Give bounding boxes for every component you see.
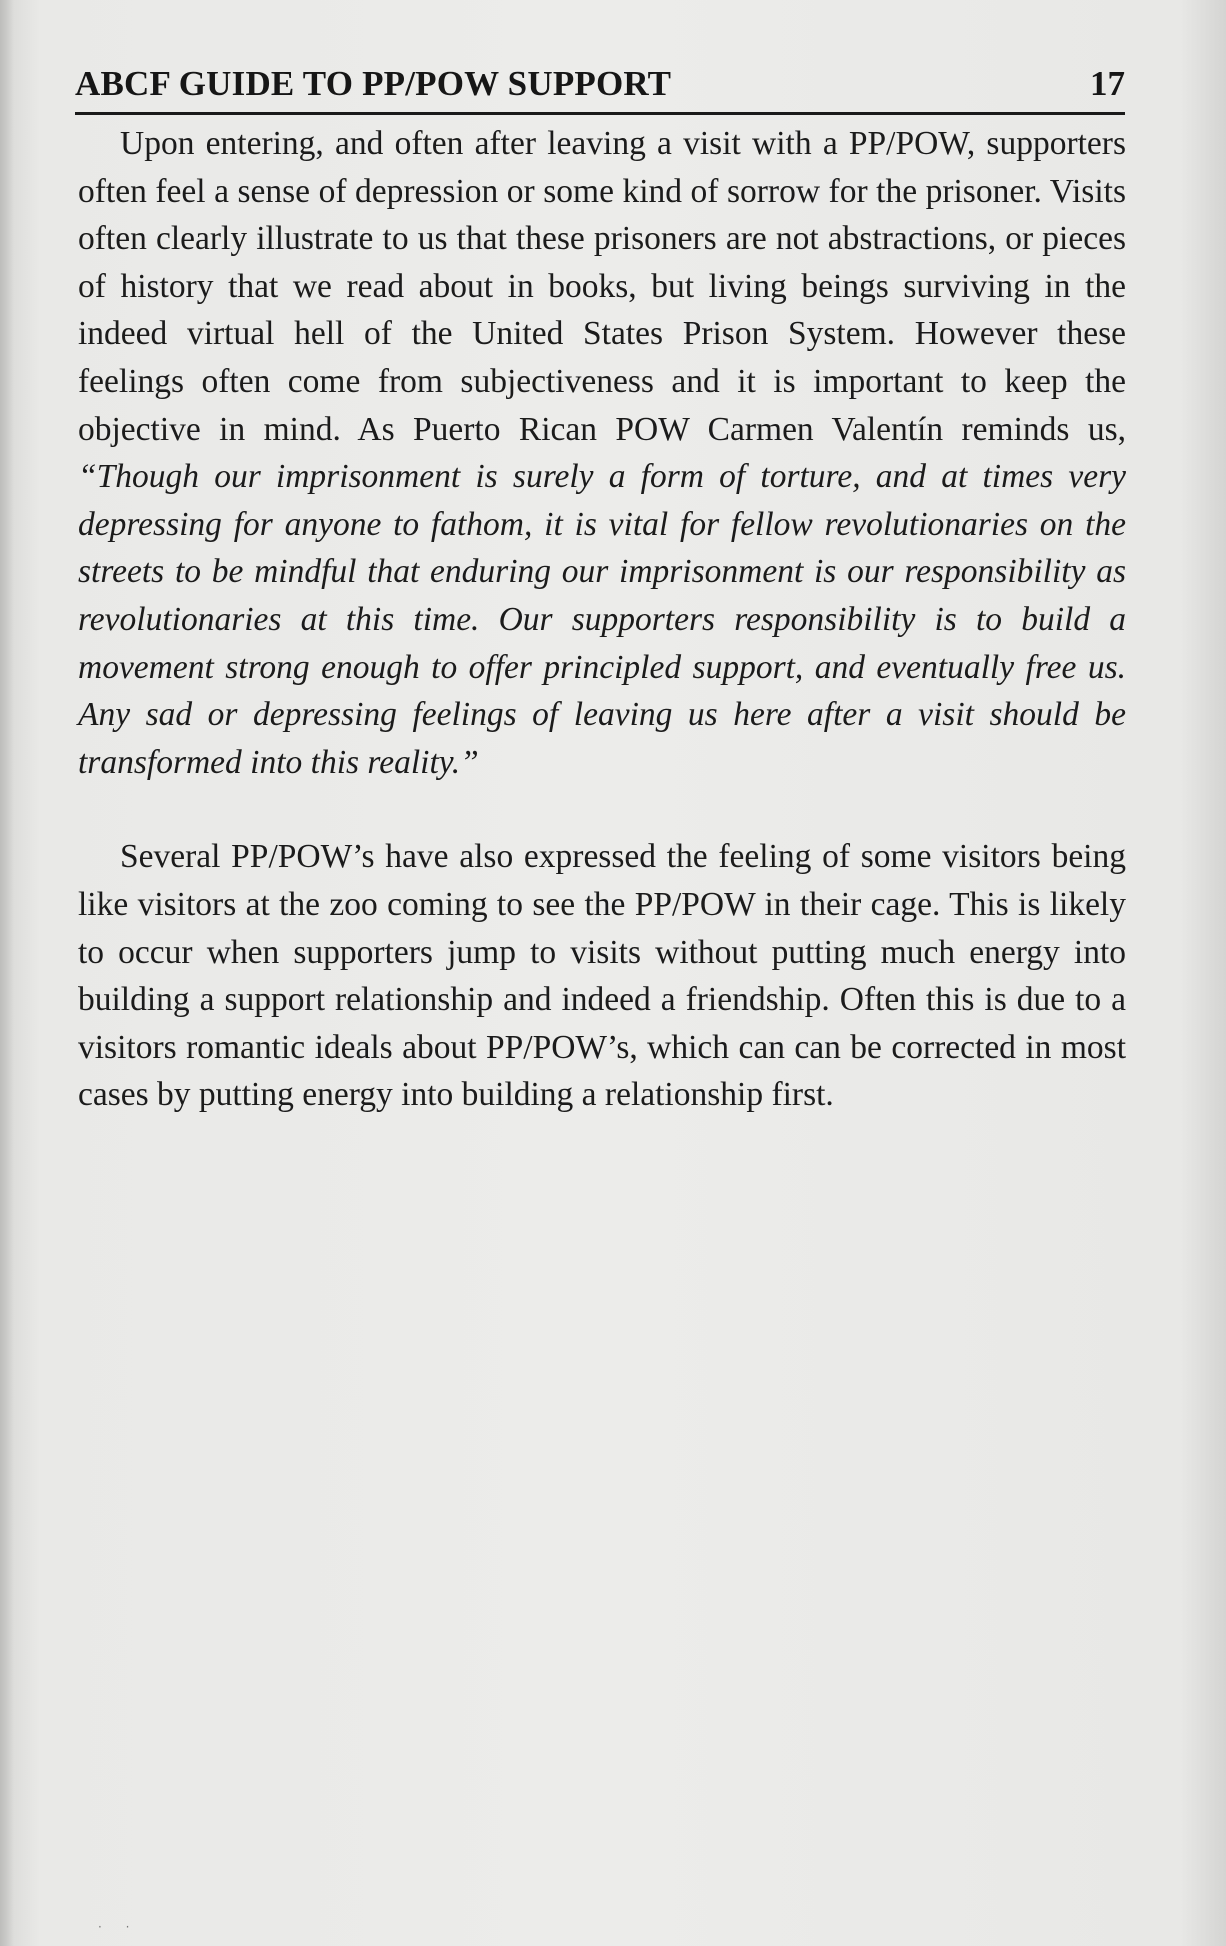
page-specks: · · — [98, 1920, 140, 1934]
paragraph-1-text: Upon entering, and often after leaving a visit with a PP/POW, supporters often feel a sense of depression or some kind of sorrow for the prisoner. Visits often clearly illustrate to us that these prisoners are not abstractions, or pieces of history that we read about in books, but living beings surviving in the indeed virtual hell of the United States Prison System. However these feelings often come from subjectiveness and it is important to keep the objective in mind. As Puerto Rican POW Carmen Valentín reminds us, — [78, 125, 1126, 448]
paragraph-2: Several PP/POW’s have also expressed the feeling of some visitors being like visitors at the zoo coming to see the PP/POW in their cage. This is likely to occur when supporters jump to visits without putting much energy into building a support relationship and indeed a friendship. Often this is due to a visitors romantic ideals about PP/POW’s, which can can be corrected in most cases by putting energy into building a relationship first. — [78, 838, 1126, 1114]
page-number: 17 — [1090, 64, 1125, 103]
running-header — [75, 62, 1125, 115]
valentin-quote: “Though our imprisonment is surely a form of torture, and at times very depressing for anyone to fathom, it is vital for fellow revolutionaries on the streets to be mindful that enduring our imprisonment is our responsibility as revolutionaries at this time. Our supporters responsibility is to build a movement strong enough to offer principled support, and eventually free us. Any sad or depressing feelings of leaving us here after a visit should be transformed into this reality.” — [78, 458, 1126, 781]
running-head-title: ABCF GUIDE TO PP/POW SUPPORT — [75, 64, 672, 103]
paragraph-1 — [78, 120, 1126, 786]
body-text — [78, 120, 1126, 1119]
spine-shadow — [0, 0, 14, 1946]
